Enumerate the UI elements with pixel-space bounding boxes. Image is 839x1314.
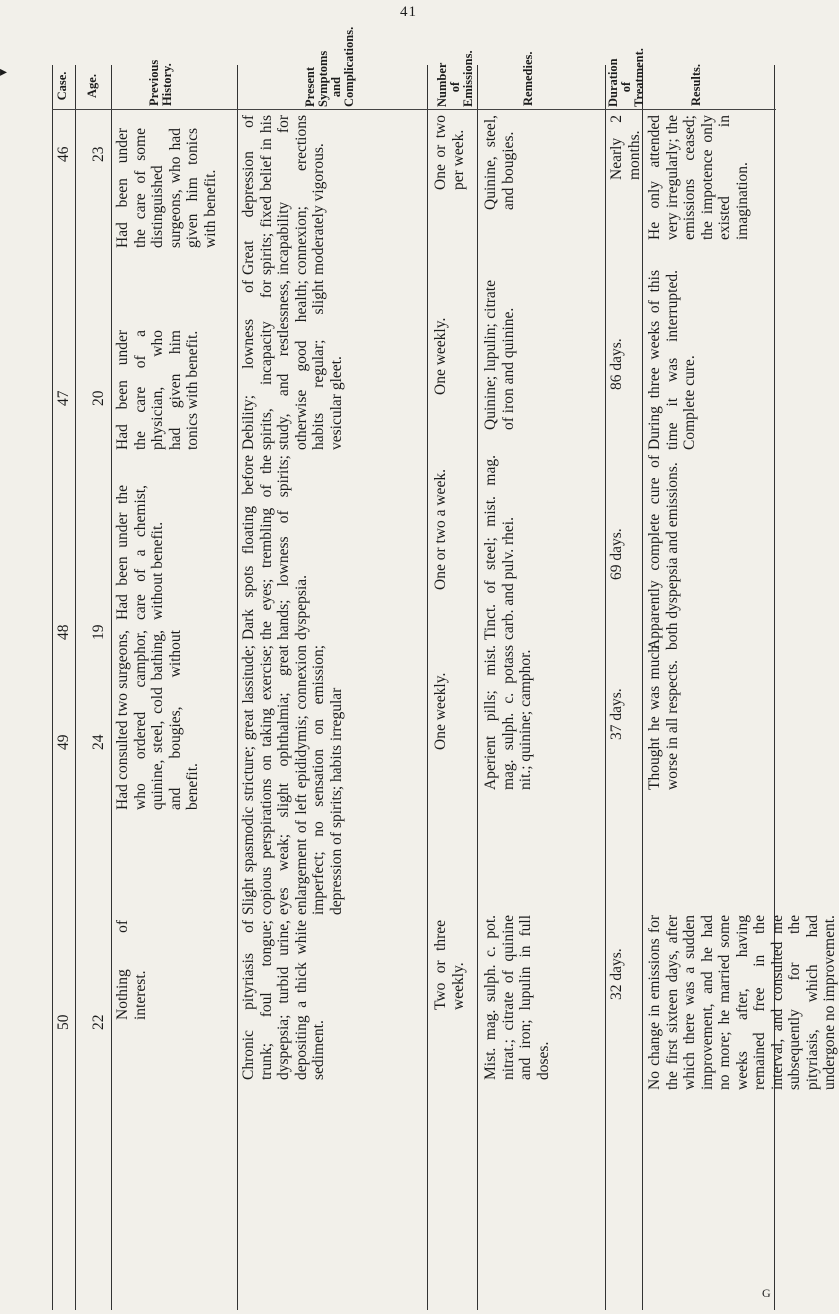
duration: 86 days. [608, 338, 625, 390]
margin-mark: ▸ [0, 65, 8, 80]
history: Nothing of interest. [114, 920, 149, 1020]
duration: Nearly 2 months. [608, 115, 643, 180]
remedies: Aperient pills; mist. mag. sulph. c. potass nit.; quinine; camphor. [482, 645, 534, 790]
remedies: Quinine, steel, and bougies. [482, 115, 517, 210]
case-number: 46 [55, 146, 72, 162]
results: He only attended very irregularly; the emissions ceased; the impotence only existed in imagination. [646, 115, 751, 240]
header-history: Previous History. [147, 59, 174, 106]
case-number: 47 [55, 390, 72, 406]
emissions: One or two a week. [432, 469, 449, 590]
symptoms: Great depression of spirits; fixed belief in his incapability for connexion; erections moderately vigorous. [240, 115, 327, 275]
remedies: Mist. mag. sulph. c. pot. nitrat.; citrate of quinine and iron; lupulin in full doses. [482, 915, 552, 1080]
emissions: One weekly. [432, 672, 449, 750]
emissions: One weekly. [432, 317, 449, 395]
age: 22 [90, 1014, 107, 1030]
header-symptoms: Present Symptoms and Complications. [303, 26, 356, 107]
symptoms: Debility; lowness of spirits, incapacity for study, and restlessness, otherwise good health; habits regular; slight vesicular gleet. [240, 280, 345, 450]
duration: 37 days. [608, 688, 625, 740]
age: 19 [90, 624, 107, 640]
case-table [52, 26, 838, 1310]
history: Had consulted two surgeons, who ordered camphor, quinine, steel, cold bathing, and bougies, without benefit. [114, 630, 201, 810]
age: 24 [90, 734, 107, 750]
history: Had been under the care of a physician, who had given him tonics with benefit. [114, 330, 201, 450]
remedies: Quinine; lupulin; citrate of iron and quinine. [482, 280, 517, 430]
header-age: Age. [85, 74, 99, 98]
duration: 69 days. [608, 528, 625, 580]
case-number: 50 [55, 1014, 72, 1030]
header-emissions: Number of Emissions. [435, 50, 475, 107]
results: During three weeks of this time it was interrupted. Complete cure. [646, 270, 698, 450]
age: 20 [90, 390, 107, 406]
age: 23 [90, 146, 107, 162]
header-results: Results. [689, 63, 703, 106]
history: Had been under the care of some distinguished surgeons, who had given him tonics with benefit. [114, 128, 219, 248]
symptoms: Chronic pityriasis of trunk; foul tongue; dyspepsia; turbid urine, depositing a thick white sediment. [240, 920, 327, 1080]
results: Apparently complete cure of both dyspepsia and emissions. [646, 455, 681, 650]
remedies: Tinct. of steel; mist. mag. carb. and pulv. rhei. [482, 455, 517, 640]
signature-mark: G [762, 1286, 771, 1300]
results: No change in emissions for the first sixteen days, after which there was a sudden improvement, and he had no more; he married some weeks after, having remained free in the interval, and consulted me subsequently for the pityriasis, which had undergone no improvement. [646, 915, 838, 1090]
header-remedies: Remedies. [521, 51, 535, 106]
emissions: One or two per week. [432, 115, 467, 190]
results: Thought he was much worse in all respects. [646, 645, 681, 790]
case-number: 49 [55, 734, 72, 750]
case-number: 48 [55, 624, 72, 640]
emissions: Two or three weekly. [432, 920, 467, 1010]
header-case: Case. [55, 71, 69, 101]
symptoms: Slight spasmodic stricture; great lassitude; copious perspirations on taking exercise; eyes weak; slight ophthalmia; great enlargement of left epididymis; connexion imperfect; no sensation on emission; depression of spirits; habits irregular [240, 645, 345, 915]
symptoms: Dark spots floating before the eyes; trembling of the hands; lowness of spirits; dyspepsia. [240, 455, 310, 640]
history: Had been under the care of a chemist, without benefit. [114, 485, 166, 620]
page-number: 41 [400, 4, 417, 20]
header-duration: Duration of Treatment. [606, 48, 646, 107]
duration: 32 days. [608, 948, 625, 1000]
